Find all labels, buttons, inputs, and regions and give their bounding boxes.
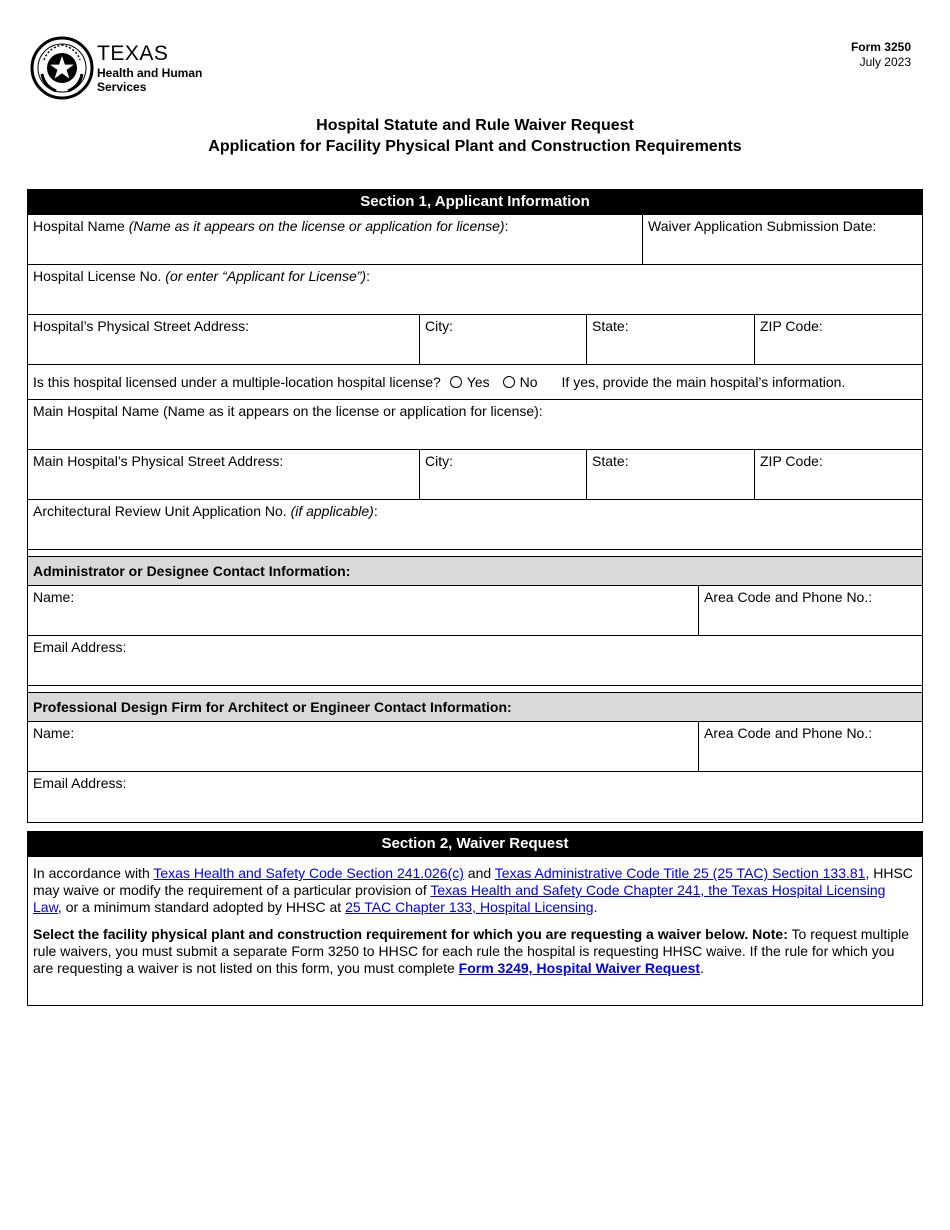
row-main-name	[28, 400, 922, 450]
waiver-request-text	[28, 857, 922, 1005]
street-address-label: Hospital’s Physical Street Address:	[33, 318, 250, 334]
row-multi-location	[28, 365, 922, 400]
form-date: July 2023	[859, 55, 911, 69]
design-phone-label: Area Code and Phone No.:	[704, 725, 873, 741]
main-zip-label: ZIP Code:	[760, 453, 823, 469]
license-label: Hospital License No.	[33, 268, 166, 284]
admin-name-field[interactable]	[28, 586, 699, 635]
license-number-field[interactable]	[28, 265, 922, 314]
tac-chapter-133-link[interactable]: 25 TAC Chapter 133, Hospital Licensing	[345, 899, 594, 915]
main-street-address-label: Main Hospital’s Physical Street Address:	[33, 453, 284, 469]
submission-date-label: Waiver Application Submission Date:	[648, 218, 877, 234]
main-zip-field[interactable]	[755, 450, 922, 499]
text-segment: .	[593, 899, 598, 915]
hsc-241-026c-link[interactable]: Texas Health and Safety Code Section 241.026(c)	[153, 865, 464, 881]
text-segment: , HHSC may waive or modify the requirement of a particular provision of	[33, 865, 913, 898]
row-address	[28, 315, 922, 365]
tac-133-81-link[interactable]: Texas Administrative Code Title 25 (25 TAC) Section 133.81	[494, 865, 866, 881]
spacer	[28, 686, 922, 693]
row-main-address	[28, 450, 922, 500]
submission-date-field[interactable]	[643, 215, 922, 264]
title-line-2: Application for Facility Physical Plant and Construction Requirements	[208, 138, 742, 155]
main-state-label: State:	[592, 453, 629, 469]
main-street-address-field[interactable]	[28, 450, 420, 499]
form-3249-link[interactable]: Form 3249, Hospital Waiver Request	[458, 960, 701, 976]
aru-colon: :	[373, 503, 378, 519]
title-line-1: Hospital Statute and Rule Waiver Request	[316, 117, 634, 134]
hospital-name-hint: (Name as it appears on the license or application for license)	[128, 218, 505, 234]
hsc-chapter-241-link[interactable]: Texas Health and Safety Code Chapter 241, the Texas Hospital Licensing Law	[33, 882, 886, 915]
no-radio[interactable]	[503, 376, 515, 388]
hospital-name-label: Hospital Name	[33, 218, 129, 234]
row-admin-email	[28, 636, 922, 686]
hhs-logo	[30, 36, 202, 100]
city-label: City:	[425, 318, 453, 334]
design-name-label: Name:	[33, 725, 75, 741]
aru-application-field[interactable]	[28, 500, 922, 549]
license-colon: :	[366, 268, 370, 284]
section-1-table	[27, 189, 923, 823]
zip-label: ZIP Code:	[760, 318, 823, 334]
row-design-name	[28, 722, 922, 772]
design-email-label: Email Address:	[33, 775, 127, 791]
text-segment: and	[463, 865, 495, 881]
yes-radio[interactable]	[450, 376, 462, 388]
waiver-paragraph-1	[33, 865, 917, 916]
main-city-label: City:	[425, 453, 453, 469]
row-admin-name	[28, 586, 922, 636]
admin-email-field[interactable]	[28, 636, 922, 685]
state-label: State:	[592, 318, 629, 334]
design-firm-heading: Professional Design Firm for Architect or Engineer Contact Information:	[28, 693, 922, 721]
multi-location-label: Is this hospital licensed under a multiple-location hospital license?	[33, 374, 441, 390]
design-email-field[interactable]	[28, 772, 922, 822]
logo-word: TEXAS	[97, 41, 169, 65]
text-segment: .	[700, 960, 704, 976]
aru-hint: (if applicable)	[290, 503, 374, 519]
instruction-bold: Select the facility physical plant and construction requirement for which you are requesting a waiver below. Note:	[33, 926, 788, 942]
row-aru	[28, 500, 922, 550]
zip-field[interactable]	[755, 315, 922, 364]
form-number: Form 3250	[850, 40, 911, 54]
multi-location-question	[28, 365, 850, 399]
form-identifier	[851, 40, 911, 70]
admin-contact-heading: Administrator or Designee Contact Information:	[28, 557, 922, 585]
yes-label: Yes	[466, 374, 490, 390]
section-2-heading: Section 2, Waiver Request	[28, 831, 922, 857]
main-state-field[interactable]	[587, 450, 755, 499]
texas-seal-icon	[30, 36, 94, 100]
row-hospital-name	[28, 215, 922, 265]
hospital-name-field[interactable]	[28, 215, 643, 264]
logo-subtitle-2: Services	[97, 79, 147, 94]
street-address-field[interactable]	[28, 315, 420, 364]
no-label: No	[519, 374, 538, 390]
main-hospital-name-field[interactable]	[28, 400, 922, 449]
page-title	[0, 115, 950, 157]
text-segment: To request multiple rule waivers, you must submit a separate Form 3250 to HHSC for each rule the hospital is requesting HHSC waive. If the rule for which you are requesting a waiver is not listed on this form, you must complete	[33, 926, 910, 976]
logo-subtitle-1: Health and Human	[97, 65, 203, 80]
section-1-heading: Section 1, Applicant Information	[28, 189, 922, 215]
waiver-paragraph-2	[33, 926, 917, 977]
admin-email-label: Email Address:	[33, 639, 127, 655]
hospital-name-colon: :	[504, 218, 509, 234]
admin-phone-label: Area Code and Phone No.:	[704, 589, 873, 605]
row-design-heading	[28, 693, 922, 722]
section-2-table	[27, 831, 923, 1006]
city-field[interactable]	[420, 315, 587, 364]
state-field[interactable]	[587, 315, 755, 364]
main-city-field[interactable]	[420, 450, 587, 499]
multi-location-note: If yes, provide the main hospital’s information.	[561, 374, 846, 390]
design-name-field[interactable]	[28, 722, 699, 771]
admin-phone-field[interactable]	[699, 586, 922, 635]
spacer	[28, 550, 922, 557]
text-segment: In accordance with	[33, 865, 154, 881]
license-hint: (or enter “Applicant for License”)	[165, 268, 367, 284]
row-admin-heading	[28, 557, 922, 586]
design-phone-field[interactable]	[699, 722, 922, 771]
row-license	[28, 265, 922, 315]
admin-name-label: Name:	[33, 589, 75, 605]
aru-label: Architectural Review Unit Application No.	[33, 503, 291, 519]
row-design-email	[28, 772, 922, 822]
text-segment: , or a minimum standard adopted by HHSC at	[57, 899, 346, 915]
main-hospital-name-label: Main Hospital Name (Name as it appears on the license or application for license):	[33, 403, 543, 419]
